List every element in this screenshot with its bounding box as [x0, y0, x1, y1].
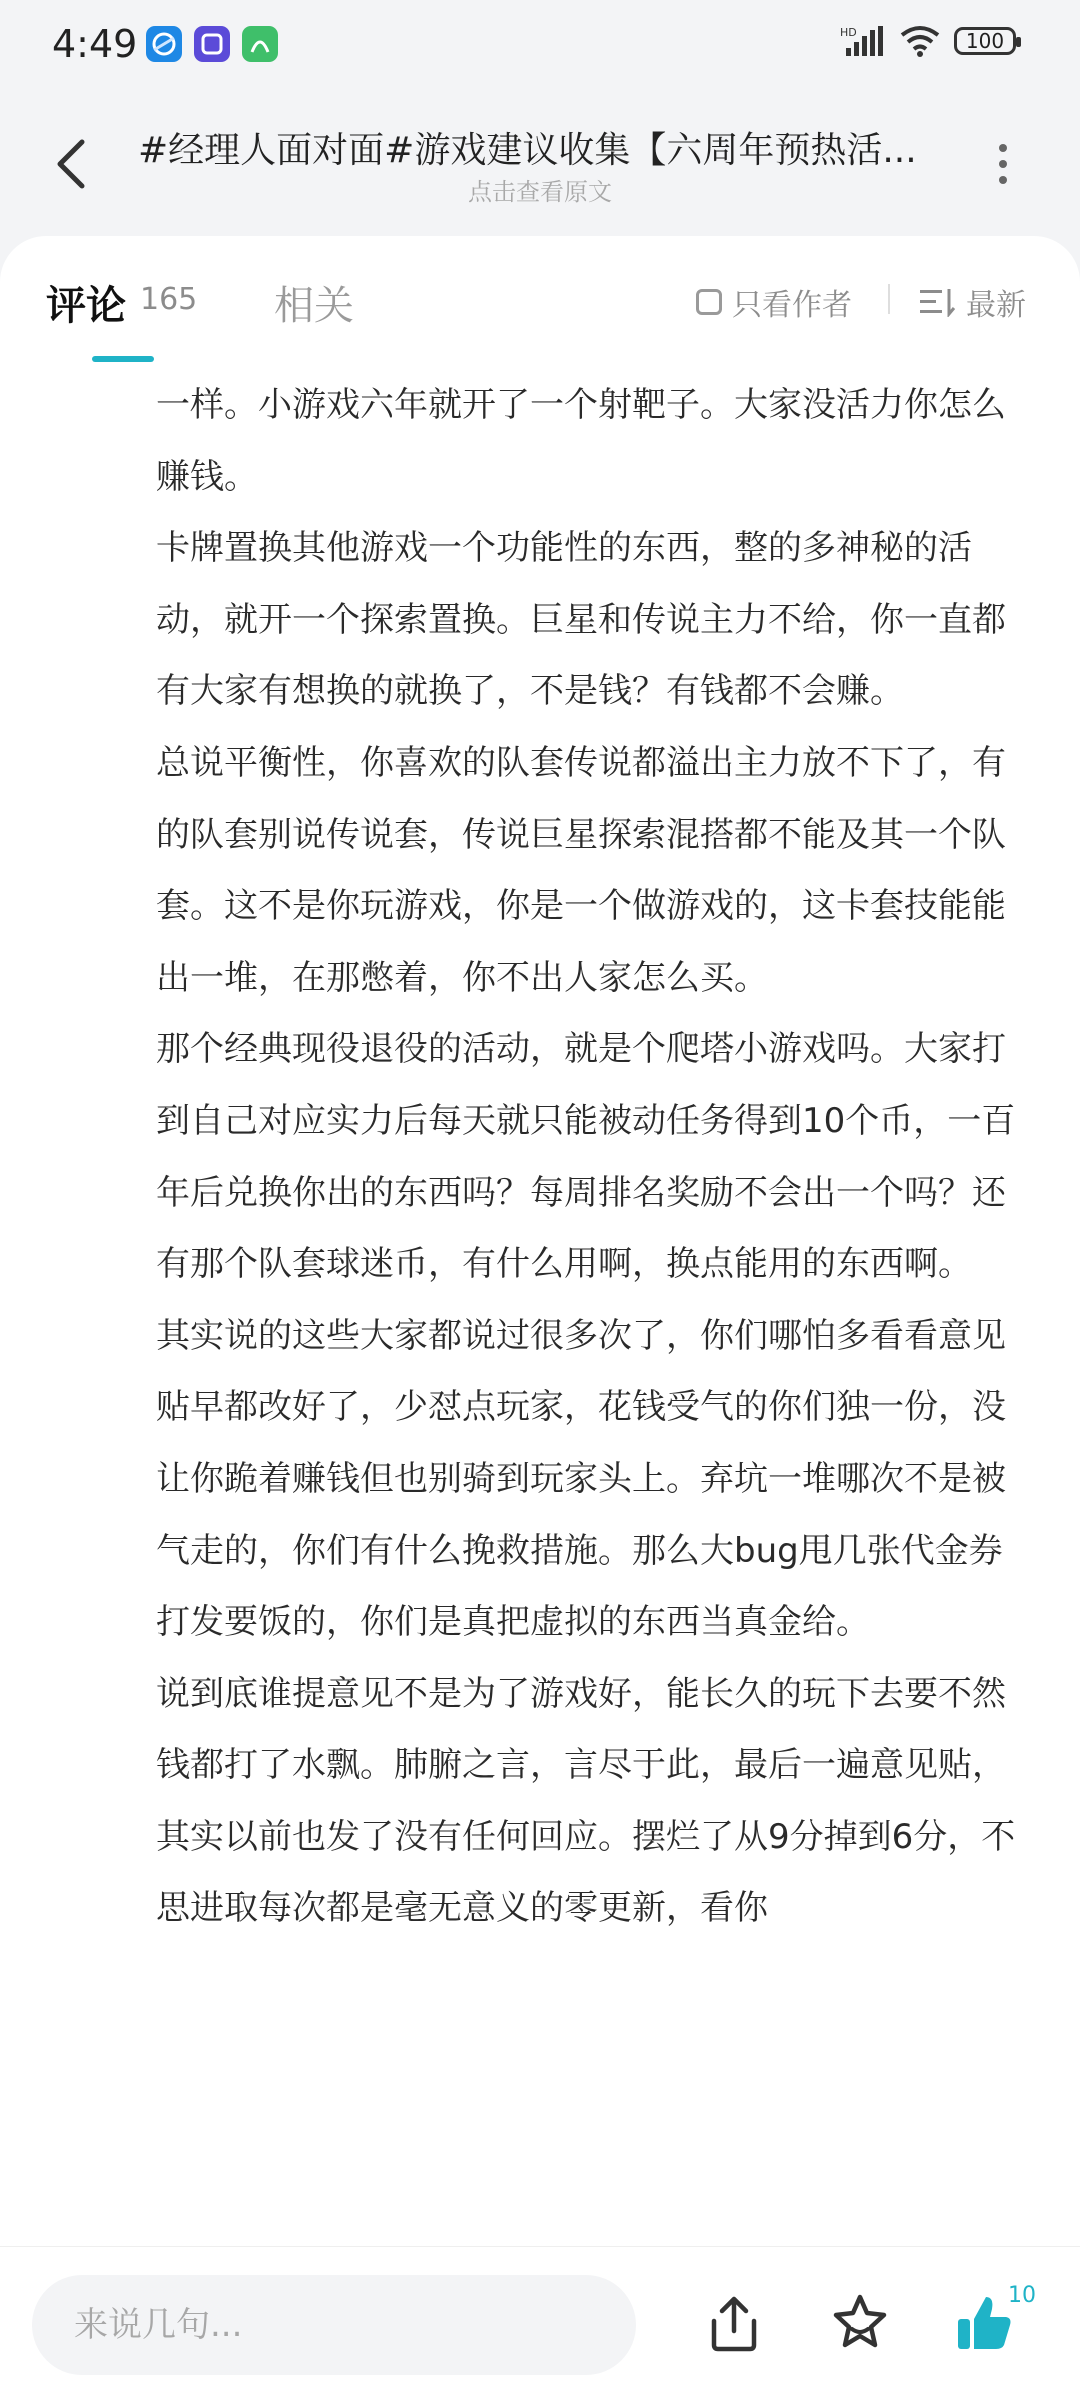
- author-only-toggle[interactable]: [696, 280, 852, 324]
- app-notification-icon: [242, 26, 278, 62]
- comment-paragraph: 说到底谁提意见不是为了游戏好，能长久的玩下去要不然钱都打了水飘。肺腑之言，言尽于此，最后一遍意见贴，其实以前也发了没有任何回应。摆烂了从9分掉到6分，不思进取每次都是毫无意义的零更新，看你: [156, 1673, 1016, 1929]
- browser-notification-icon: [146, 26, 182, 62]
- comment-input[interactable]: 来说几句...: [32, 2275, 636, 2375]
- more-options-icon[interactable]: [996, 144, 1010, 188]
- comment-paragraph: 总说平衡性，你喜欢的队套传说都溢出主力放不下了，有的队套别说传说套，传说巨星探索混搭都不能及其一个队套。这不是你玩游戏，你是一个做游戏的，这卡套技能能出一堆，在那憋着，你不出人家怎么买。: [156, 742, 1006, 998]
- svg-text:HD: HD: [840, 26, 857, 39]
- post-header: [0, 92, 1080, 232]
- author-only-label: 只看作者: [732, 288, 852, 323]
- wifi-icon: [900, 25, 940, 57]
- view-original-link[interactable]: 点击查看原文: [468, 178, 612, 206]
- divider: [888, 284, 890, 314]
- tab-related[interactable]: 相关: [274, 283, 354, 329]
- comment-paragraph: 一样。小游戏六年就开了一个射靶子。大家没活力你怎么赚钱。: [156, 385, 1006, 497]
- tab-bar: [0, 236, 1080, 360]
- share-icon[interactable]: [704, 2291, 764, 2355]
- comment-paragraph: 其实说的这些大家都说过很多次了，你们哪怕多看看意见贴早都改好了，少怼点玩家，花钱受气的你们独一份，没让你跪着赚钱但也别骑到玩家头上。弃坑一堆哪次不是被气走的，你们有什么挽救措施。那么大bug甩几张代金券打发要饭的，你们是真把虚拟的东西当真金给。: [156, 1315, 1006, 1643]
- active-tab-indicator: [92, 356, 154, 362]
- sort-toggle[interactable]: [920, 280, 1026, 324]
- post-title[interactable]: #经理人面对面#游戏建议收集【六周年预热活...: [138, 130, 917, 171]
- like-count: 10: [1008, 2283, 1036, 2308]
- status-indicators: [840, 24, 1016, 58]
- status-bar: [0, 0, 1080, 92]
- comments-count: 165: [140, 282, 198, 317]
- like-thumb-icon[interactable]: [954, 2291, 1014, 2355]
- comments-panel: [0, 236, 1080, 2400]
- battery-indicator: 100: [954, 27, 1016, 55]
- bottom-action-bar: [0, 2246, 1080, 2401]
- favorite-star-icon[interactable]: [830, 2291, 890, 2355]
- comment-paragraph: 卡牌置换其他游戏一个功能性的东西，整的多神秘的活动，就开一个探索置换。巨星和传说主力不给，你一直都有大家有想换的就换了，不是钱？有钱都不会赚。: [156, 528, 1006, 712]
- sort-label: 最新: [966, 288, 1026, 323]
- author-only-checkbox[interactable]: [696, 289, 722, 315]
- sort-icon: [920, 287, 956, 317]
- signal-icon: [840, 24, 886, 58]
- tieba-notification-icon: [194, 26, 230, 62]
- comment-body: [156, 370, 1036, 1945]
- status-time: 4:49: [52, 22, 138, 66]
- comment-paragraph: 那个经典现役退役的活动，就是个爬塔小游戏吗。大家打到自己对应实力后每天就只能被动任务得到10个币，一百年后兑换你出的东西吗？每周排名奖励不会出一个吗？还有那个队套球迷币，有什么用啊，换点能用的东西啊。: [156, 1029, 1016, 1285]
- tab-comments[interactable]: 评论: [46, 283, 126, 329]
